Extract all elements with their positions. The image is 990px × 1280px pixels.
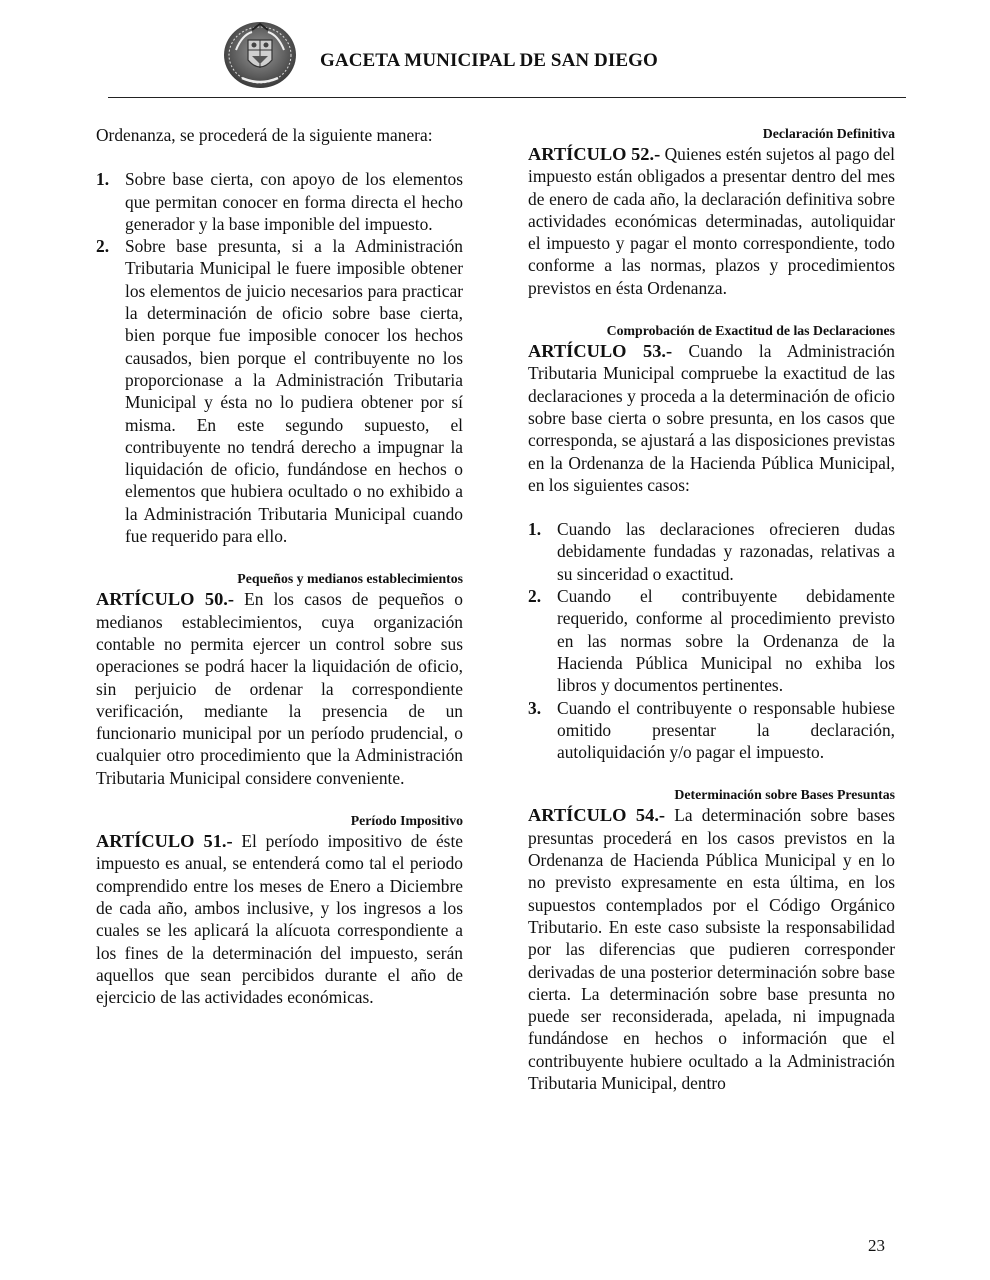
article-53-label: ARTÍCULO 53.-	[528, 341, 673, 362]
article-51-text: El período impositivo de éste impuesto es anual, se entenderá como tal el periodo comprendido entre los meses de Enero a Diciembre de cada año, ambos inclusive, y los ingresos a los cuales se les aplicará la alícuota correspondiente a los fines de la determinación del impuesto, serán aquellos que sean percibidos durante el año de ejercicio de las actividades económicas.	[96, 831, 463, 1008]
article-53	[528, 340, 895, 496]
right-column	[528, 124, 895, 1094]
intro-paragraph: Ordenanza, se procederá de la siguiente manera:	[96, 125, 433, 145]
list-item	[96, 168, 463, 235]
list-text: Cuando el contribuyente o responsable hubiese omitido presentar la declaración, autoliquidación y/o pagar el impuesto.	[557, 697, 895, 763]
article-51-label: ARTÍCULO 51.-	[96, 831, 233, 852]
article-52-heading: Declaración Definitiva	[762, 126, 895, 141]
left-column	[96, 124, 463, 1008]
page-header	[0, 0, 990, 100]
determination-list	[96, 168, 463, 547]
list-number: 1.	[96, 169, 110, 190]
page-number: 23	[868, 1236, 885, 1255]
article-54-heading: Determinación sobre Bases Presuntas	[674, 787, 895, 803]
article-52	[528, 143, 895, 299]
article-51	[96, 830, 463, 1008]
article-52-label: ARTÍCULO 52.-	[528, 144, 661, 164]
article-54	[528, 804, 895, 1094]
article-53-text: Cuando la Administración Tributaria Municipal compruebe la exactitud de las declaraciones y proceda a la determinación de oficio sobre base cierta o sobre presunta, en los casos que corresponda, se ajustará a las disposiciones previstas en la Ordenanza de la Hacienda Pública Municipal, en los siguientes casos:	[528, 341, 895, 495]
list-text: Cuando las declaraciones ofrecieren dudas debidamente fundadas y razonadas, relativas a su sinceridad o exactitud.	[557, 519, 895, 584]
article-50-label: ARTÍCULO 50.-	[96, 589, 234, 610]
article-54-text: La determinación sobre bases presuntas procederá en los casos previstos en la Ordenanza de Hacienda Pública Municipal y en lo no previsto expresamente en esta última, en los supuestos contemplados por el Código Orgánico Tributario. En este caso subsiste la responsabilidad por las diferencias que pudieren corresponder derivadas de una posterior determinación sobre base cierta. La determinación sobre base presunta no puede ser reconsiderada, apelada, ni impugnada fundándose en hechos o información que el contribuyente hubiere ocultado a la Administración Tributaria Municipal, dentro	[528, 805, 895, 1093]
list-number: 2.	[96, 236, 110, 257]
list-text: Sobre base cierta, con apoyo de los elementos que permitan conocer en forma directa el hecho generador y la base imponible del impuesto.	[125, 169, 463, 234]
list-text: Cuando el contribuyente debidamente requerido, conforme al procedimiento previsto en las normas sobre la Ordenanza de la Hacienda Pública Municipal no exhiba los libros y documentos pertinentes.	[557, 586, 895, 696]
list-item	[528, 585, 895, 696]
gazette-title: GACETA MUNICIPAL DE SAN DIEGO	[320, 50, 658, 71]
list-number: 2.	[528, 586, 542, 607]
list-item	[96, 235, 463, 547]
list-item	[528, 518, 895, 585]
article-50	[96, 588, 463, 789]
list-number: 1.	[528, 519, 542, 540]
coat-of-arms-seal-icon	[222, 20, 298, 90]
list-item	[528, 697, 895, 764]
list-number: 3.	[528, 697, 542, 718]
list-text: Sobre base presunta, si a la Administración Tributaria Municipal le fuere imposible obtener los elementos de juicio necesarios para practicar la determinación de oficio sobre base cierta, bien porque fue imposible conocer los hechos causados, bien porque el contribuyente no los proporcionase a la Administración Tributaria Municipal y ésta no lo pudiera obtener por sí misma. En este segundo supuesto, el contribuyente no tendrá derecho a impugnar la liquidación de oficio, fundándose en hechos o elementos que hubiera ocultado o no exhibido a la Administración Tributaria Municipal cuando fue requerido para ello.	[125, 236, 463, 547]
header-divider	[108, 97, 906, 98]
article-54-label: ARTÍCULO 54.-	[528, 805, 666, 826]
article-53-heading: Comprobación de Exactitud de las Declaraciones	[606, 323, 895, 339]
article-51-heading: Período Impositivo	[350, 813, 463, 829]
verification-cases-list	[528, 518, 895, 763]
article-52-text: Quienes estén sujetos al pago del impuesto están obligados a presentar dentro del mes de enero de cada año, la declaración definitiva sobre actividades económicas determinadas, autoliquidar el impuesto y pagar el monto correspondiente, todo conforme a las normas, plazos y procedimientos previstos en ésta Ordenanza.	[528, 144, 895, 298]
article-50-text: En los casos de pequeños o medianos establecimientos, cuya organización contable no permita ejercer un control sobre sus operaciones se podrá hacer la liquidación de oficio, sin perjuicio de ordenar la correspondiente verificación, mediante la presencia de un funcionario municipal por un período prudencial, o cualquier otro procedimiento que la Administración Tributaria Municipal considere conveniente.	[96, 589, 463, 788]
article-50-heading: Pequeños y medianos establecimientos	[237, 571, 463, 587]
